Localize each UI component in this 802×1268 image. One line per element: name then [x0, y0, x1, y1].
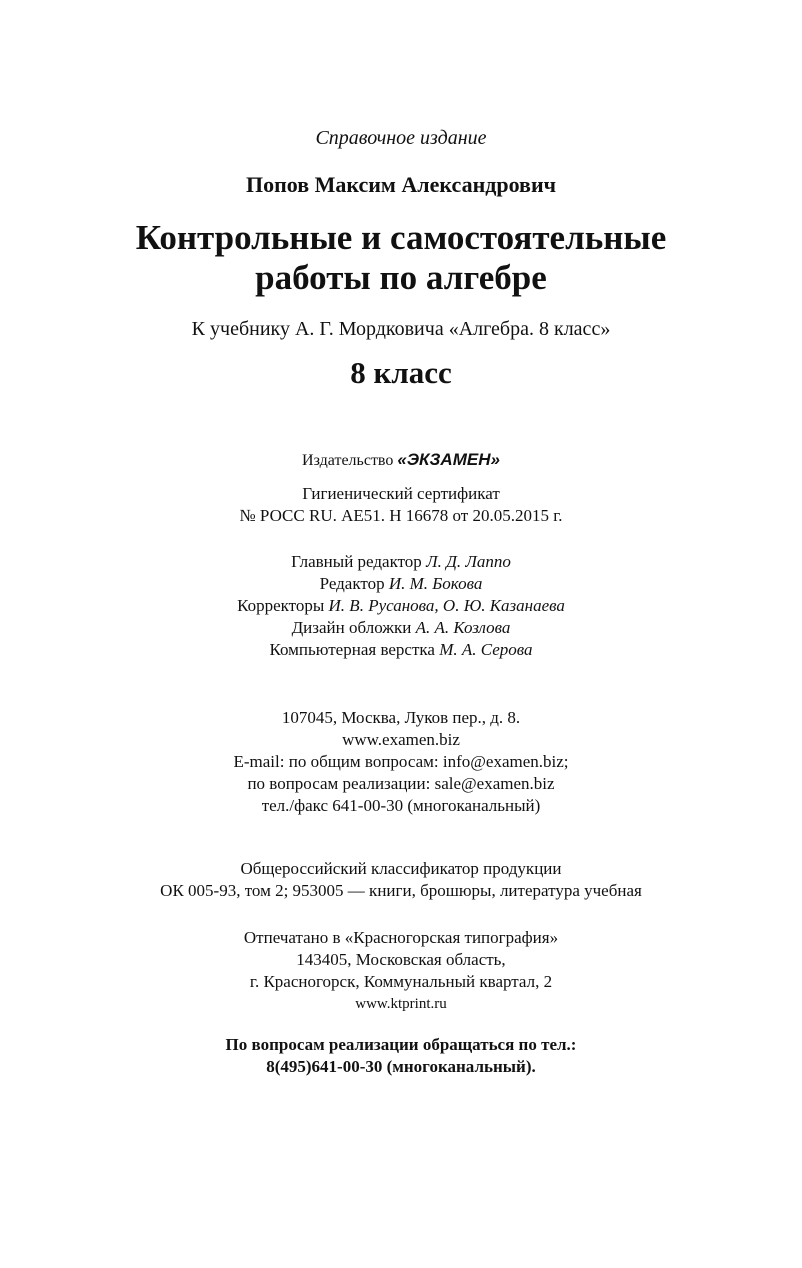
editor-role: Компьютерная верстка [269, 640, 435, 659]
editor-row-chief [0, 551, 802, 573]
printing-info [0, 927, 802, 1015]
publisher-website-link[interactable]: www.examen.biz [342, 730, 460, 749]
classifier-title: Общероссийский классификатор продукции [240, 859, 562, 878]
editorial-team [0, 551, 802, 661]
editor-row-editor [0, 573, 802, 595]
printer-region: 143405, Московская область, [296, 950, 506, 969]
editor-name: А. А. Козлова [415, 618, 511, 637]
publisher-name: «ЭКЗАМЕН» [397, 450, 500, 469]
editor-name: И. В. Русанова, О. Ю. Казанаева [328, 596, 565, 615]
phone-fax: тел./факс 641-00-30 (многоканальный) [261, 796, 541, 815]
publisher-address [0, 707, 802, 817]
classifier-code: ОК 005-93, том 2; 953005 — книги, брошюры, литература учебная [160, 881, 642, 900]
printer-name: Отпечатано в «Красногорская типография» [243, 928, 559, 947]
certificate-title: Гигиенический сертификат [302, 484, 500, 503]
sales-email: по вопросам реализации: sale@examen.biz [247, 774, 555, 793]
postal-address: 107045, Москва, Луков пер., д. 8. [281, 708, 521, 727]
textbook-reference: К учебнику А. Г. Мордковича «Алгебра. 8 класс» [191, 318, 611, 340]
sales-contact-text: По вопросам реализации обращаться по тел.: [225, 1035, 577, 1054]
editor-row-cover-design [0, 617, 802, 639]
editor-role: Редактор [319, 574, 385, 593]
editor-row-layout [0, 639, 802, 661]
sales-contact-phone: 8(495)641-00-30 (многоканальный). [266, 1057, 536, 1076]
book-title-line-2: работы по алгебре [255, 258, 547, 297]
book-title [0, 218, 802, 298]
editor-role: Главный редактор [291, 552, 422, 571]
editor-name: Л. Д. Лаппо [426, 552, 511, 571]
general-email: E-mail: по общим вопросам: info@examen.biz; [233, 752, 569, 771]
publisher-line [0, 451, 802, 469]
product-classifier [0, 858, 802, 902]
editor-name: И. М. Бокова [388, 574, 483, 593]
hygiene-certificate [0, 483, 802, 527]
publisher-label: Издательство [302, 452, 394, 469]
editor-row-proofreaders [0, 595, 802, 617]
printer-website-link[interactable]: www.ktprint.ru [355, 996, 447, 1012]
editor-name: М. А. Серова [439, 640, 533, 659]
editor-role: Дизайн обложки [291, 618, 412, 637]
editor-role: Корректоры [237, 596, 325, 615]
printer-address: г. Красногорск, Коммунальный квартал, 2 [249, 972, 553, 991]
sales-contact [0, 1034, 802, 1078]
publication-type-label: Справочное издание [315, 127, 487, 149]
certificate-number: № РОСС RU. АЕ51. Н 16678 от 20.05.2015 г. [239, 506, 563, 525]
book-title-line-1: Контрольные и самостоятельные [135, 218, 667, 257]
author-name: Попов Максим Александрович [245, 172, 557, 197]
grade-label: 8 класс [350, 355, 452, 390]
